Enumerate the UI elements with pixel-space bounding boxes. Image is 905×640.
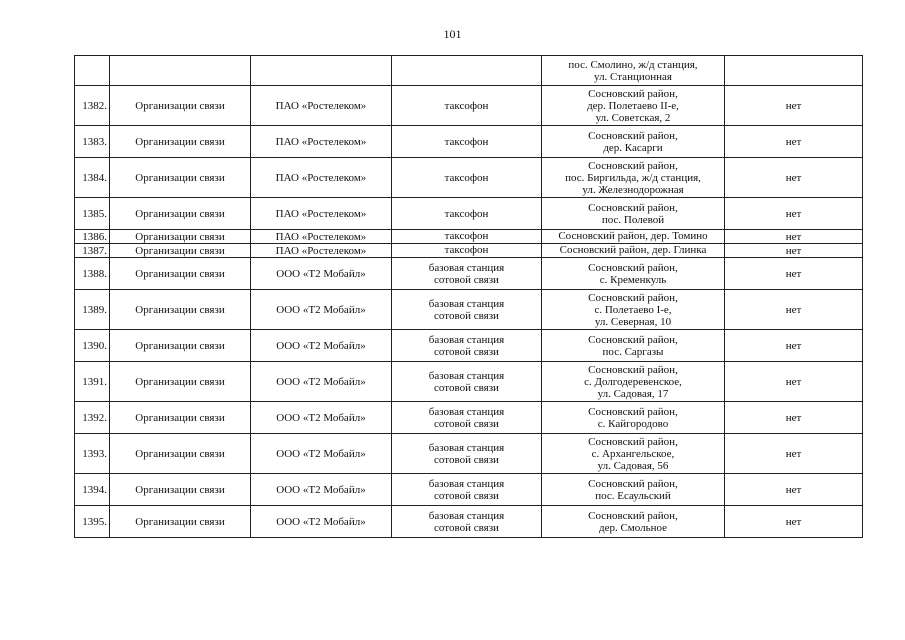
address-line: с. Полетаево I-е, — [594, 303, 672, 316]
category-cell: Организации связи — [110, 402, 251, 434]
object-cell — [392, 158, 542, 198]
object-cell — [392, 126, 542, 158]
object-cell — [392, 290, 542, 330]
object-cell — [392, 244, 542, 258]
object-cell — [392, 402, 542, 434]
address-line: дер. Полетаево II-е, — [587, 99, 679, 112]
address-cell — [542, 434, 725, 474]
category-cell: Организации связи — [110, 244, 251, 258]
owner-cell: ООО «Т2 Мобайл» — [251, 434, 392, 474]
table-row — [75, 474, 863, 506]
owner-cell: ООО «Т2 Мобайл» — [251, 330, 392, 362]
address-cell — [542, 158, 725, 198]
number-cell: 1392. — [75, 402, 110, 434]
facilities-table — [74, 55, 863, 538]
page-number: 101 — [443, 27, 462, 41]
category-cell — [110, 56, 251, 86]
object-line: сотовой связи — [434, 489, 499, 502]
address-line: ул. Железнодорожная — [582, 183, 684, 196]
table-row — [75, 258, 863, 290]
status-cell: нет — [725, 158, 863, 198]
owner-cell: ПАО «Ростелеком» — [251, 158, 392, 198]
number-cell: 1391. — [75, 362, 110, 402]
table-row — [75, 126, 863, 158]
object-line: сотовой связи — [434, 309, 499, 322]
address-line: ул. Станционная — [594, 70, 672, 83]
address-line: пос. Полевой — [601, 213, 665, 226]
number-cell: 1382. — [75, 86, 110, 126]
status-cell: нет — [725, 474, 863, 506]
status-cell: нет — [725, 434, 863, 474]
address-line: Сосновский район, — [588, 509, 678, 522]
address-line: с. Кременкуль — [599, 273, 667, 286]
object-line: базовая станция — [428, 369, 505, 382]
address-line: с. Долгодеревенское, — [584, 375, 682, 388]
address-line: Сосновский район, — [588, 405, 678, 418]
address-cell — [542, 402, 725, 434]
address-cell — [542, 362, 725, 402]
address-cell — [542, 290, 725, 330]
object-line: таксофон — [444, 230, 489, 242]
number-cell: 1395. — [75, 506, 110, 538]
status-cell: нет — [725, 506, 863, 538]
address-cell — [542, 474, 725, 506]
address-line: ул. Садовая, 17 — [597, 387, 669, 400]
owner-cell: ООО «Т2 Мобайл» — [251, 402, 392, 434]
object-cell — [392, 474, 542, 506]
address-line: с. Кайгородово — [597, 417, 669, 430]
object-line: сотовой связи — [434, 417, 499, 430]
number-cell: 1387. — [75, 244, 110, 258]
number-cell: 1393. — [75, 434, 110, 474]
category-cell: Организации связи — [110, 86, 251, 126]
number-cell: 1389. — [75, 290, 110, 330]
address-line: ул. Северная, 10 — [594, 315, 672, 328]
object-line: сотовой связи — [434, 381, 499, 394]
status-cell: нет — [725, 258, 863, 290]
number-cell: 1394. — [75, 474, 110, 506]
object-line: таксофон — [444, 244, 489, 256]
status-cell — [725, 56, 863, 86]
category-cell: Организации связи — [110, 474, 251, 506]
owner-cell: ПАО «Ростелеком» — [251, 86, 392, 126]
object-line: базовая станция — [428, 297, 505, 310]
object-line: таксофон — [444, 99, 489, 112]
address-cell — [542, 198, 725, 230]
status-cell: нет — [725, 230, 863, 244]
address-line: дер. Смольное — [598, 521, 668, 534]
category-cell: Организации связи — [110, 258, 251, 290]
category-cell: Организации связи — [110, 362, 251, 402]
status-cell: нет — [725, 86, 863, 126]
address-line: Сосновский район, — [588, 363, 678, 376]
status-cell: нет — [725, 402, 863, 434]
continuation-row — [75, 56, 863, 86]
address-line: пос. Биргильда, ж/д станция, — [565, 171, 701, 184]
address-cell — [542, 244, 725, 258]
owner-cell — [251, 56, 392, 86]
object-cell — [392, 56, 542, 86]
object-cell — [392, 258, 542, 290]
address-cell — [542, 258, 725, 290]
table-row — [75, 86, 863, 126]
address-line: пос. Саргазы — [602, 345, 664, 358]
number-cell — [75, 56, 110, 86]
table-row — [75, 506, 863, 538]
address-line: Сосновский район, — [588, 435, 678, 448]
object-line: таксофон — [444, 135, 489, 148]
address-line: Сосновский район, — [588, 261, 678, 274]
category-cell: Организации связи — [110, 434, 251, 474]
object-line: сотовой связи — [434, 521, 499, 534]
address-cell — [542, 56, 725, 86]
address-line: Сосновский район, — [588, 477, 678, 490]
address-line: ул. Садовая, 56 — [597, 459, 669, 472]
object-cell — [392, 434, 542, 474]
status-cell: нет — [725, 330, 863, 362]
category-cell: Организации связи — [110, 158, 251, 198]
number-cell: 1384. — [75, 158, 110, 198]
address-line: Сосновский район, — [588, 129, 678, 142]
owner-cell: ПАО «Ростелеком» — [251, 198, 392, 230]
category-cell: Организации связи — [110, 290, 251, 330]
table-row — [75, 290, 863, 330]
table-row — [75, 330, 863, 362]
number-cell: 1386. — [75, 230, 110, 244]
category-cell: Организации связи — [110, 230, 251, 244]
object-cell — [392, 362, 542, 402]
object-cell — [392, 86, 542, 126]
owner-cell: ПАО «Ростелеком» — [251, 244, 392, 258]
object-line: базовая станция — [428, 405, 505, 418]
address-cell — [542, 86, 725, 126]
object-line: таксофон — [444, 207, 489, 220]
address-line: дер. Касарги — [603, 141, 663, 154]
owner-cell: ПАО «Ростелеком» — [251, 126, 392, 158]
owner-cell: ООО «Т2 Мобайл» — [251, 290, 392, 330]
object-line: базовая станция — [428, 333, 505, 346]
address-line: Сосновский район, — [588, 333, 678, 346]
object-line: сотовой связи — [434, 345, 499, 358]
address-line: ул. Советская, 2 — [595, 111, 671, 124]
number-cell: 1388. — [75, 258, 110, 290]
address-line: Сосновский район, дер. Томино — [558, 230, 708, 242]
owner-cell: ООО «Т2 Мобайл» — [251, 506, 392, 538]
table-row — [75, 434, 863, 474]
category-cell: Организации связи — [110, 126, 251, 158]
table-row — [75, 362, 863, 402]
address-cell — [542, 330, 725, 362]
status-cell: нет — [725, 198, 863, 230]
address-line: с. Архангельское, — [591, 447, 675, 460]
category-cell: Организации связи — [110, 198, 251, 230]
owner-cell: ООО «Т2 Мобайл» — [251, 362, 392, 402]
table-row — [75, 230, 863, 244]
address-cell — [542, 230, 725, 244]
owner-cell: ООО «Т2 Мобайл» — [251, 474, 392, 506]
table-row — [75, 158, 863, 198]
address-line: Сосновский район, — [588, 201, 678, 214]
object-line: базовая станция — [428, 477, 505, 490]
object-line: сотовой связи — [434, 273, 499, 286]
table-row — [75, 244, 863, 258]
address-line: Сосновский район, — [588, 87, 678, 100]
object-line: базовая станция — [428, 441, 505, 454]
category-cell: Организации связи — [110, 506, 251, 538]
object-line: сотовой связи — [434, 453, 499, 466]
category-cell: Организации связи — [110, 330, 251, 362]
number-cell: 1385. — [75, 198, 110, 230]
status-cell: нет — [725, 362, 863, 402]
address-line: пос. Есаульский — [595, 489, 671, 502]
owner-cell: ПАО «Ростелеком» — [251, 230, 392, 244]
address-cell — [542, 126, 725, 158]
address-line: пос. Смолино, ж/д станция, — [568, 58, 698, 71]
status-cell: нет — [725, 290, 863, 330]
owner-cell: ООО «Т2 Мобайл» — [251, 258, 392, 290]
object-cell — [392, 198, 542, 230]
object-cell — [392, 330, 542, 362]
object-line: базовая станция — [428, 261, 505, 274]
address-line: Сосновский район, дер. Глинка — [559, 244, 707, 256]
object-cell — [392, 506, 542, 538]
address-cell — [542, 506, 725, 538]
table-row — [75, 402, 863, 434]
table-row — [75, 198, 863, 230]
address-line: Сосновский район, — [588, 159, 678, 172]
status-cell: нет — [725, 126, 863, 158]
number-cell: 1390. — [75, 330, 110, 362]
object-cell — [392, 230, 542, 244]
object-line: таксофон — [444, 171, 489, 184]
address-line: Сосновский район, — [588, 291, 678, 304]
status-cell: нет — [725, 244, 863, 258]
object-line: базовая станция — [428, 509, 505, 522]
number-cell: 1383. — [75, 126, 110, 158]
